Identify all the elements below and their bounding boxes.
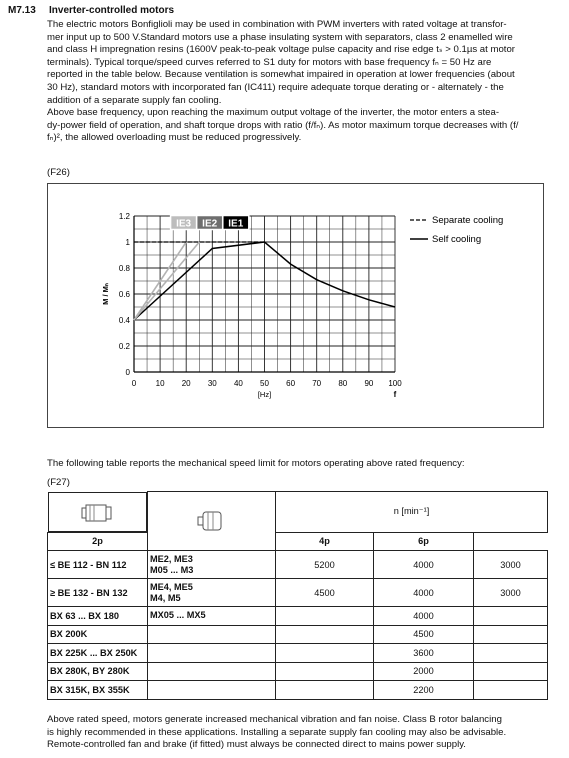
table-row <box>48 662 548 681</box>
motor-cell: BX 63 ... BX 180 <box>48 607 148 626</box>
speed-6p-cell <box>474 625 548 644</box>
type-cell <box>148 551 276 579</box>
type-cell <box>148 681 276 700</box>
motor-cell: BX 280K, BY 280K <box>48 662 148 681</box>
table-header-row <box>48 492 548 533</box>
table-row <box>48 625 548 644</box>
y-tick-label: 0.4 <box>118 316 130 325</box>
speed-6p-cell: 3000 <box>474 579 548 607</box>
section-title: Inverter-controlled motors <box>49 5 175 16</box>
type-line: M4, M5 <box>150 592 181 603</box>
motor-cell: ≤ BE 112 - BN 112 <box>48 551 148 579</box>
speed-6p-cell <box>474 607 548 626</box>
x-tick-label: 0 <box>131 379 137 388</box>
y-tick-label: 0.8 <box>118 264 130 273</box>
text-line: terminals). Typical torque/speed curves referred to S1 duty for motors with base frequency fₙ = 50 Hz are <box>47 56 492 68</box>
torque-chart-frame <box>47 183 544 428</box>
pole-6p-header: 6p <box>374 532 474 551</box>
table-row <box>48 681 548 700</box>
type-line: MX05 ... MX5 <box>150 610 206 621</box>
x-tick-label: 60 <box>286 379 296 388</box>
text-line: mer input up to 500 V.Standard motors use a phase insulating system with separators, class 2 enamelled wire <box>47 31 513 43</box>
text-line: fₙ)², the allowed overloading must be reduced progressively. <box>47 132 302 144</box>
motor-cell: BX 225K ... BX 250K <box>48 644 148 663</box>
legend-separate-cooling: Separate cooling <box>432 215 504 226</box>
pole-2p-header: 2p <box>48 532 148 551</box>
table-row <box>48 644 548 663</box>
table-intro: The following table reports the mechanical speed limit for motors operating above rated frequency: <box>47 458 465 469</box>
type-cell <box>148 607 276 626</box>
y-tick-label: 1.2 <box>118 212 130 221</box>
speed-2p-cell <box>276 607 374 626</box>
speed-4p-cell: 4000 <box>374 579 474 607</box>
speed-6p-cell: 3000 <box>474 551 548 579</box>
text-line: reported in the table below. Because ventilation is somewhat impaired in operation at lower frequencies (about <box>47 69 515 81</box>
y-tick-label: 0.2 <box>118 342 130 351</box>
y-tick-label: 0 <box>125 368 130 377</box>
table-row <box>48 607 548 626</box>
torque-speed-chart <box>48 184 545 429</box>
motor-cell: BX 200K <box>48 625 148 644</box>
speed-limit-table <box>47 491 548 700</box>
speed-6p-cell <box>474 681 548 700</box>
pole-header-row <box>48 532 548 551</box>
text-line: The electric motors Bonfiglioli may be used in combination with PWM inverters with rated voltage at transfor- <box>47 19 507 30</box>
x-tick-label: 80 <box>338 379 348 388</box>
speed-6p-cell <box>474 662 548 681</box>
speed-2p-cell <box>276 625 374 644</box>
x-tick-label: 20 <box>181 379 191 388</box>
speed-4p-cell: 4500 <box>374 625 474 644</box>
efficiency-tag-label: IE3 <box>176 218 192 230</box>
y-tick-label: 1 <box>125 238 130 247</box>
text-line: Above base frequency, upon reaching the maximum output voltage of the inverter, the motor enters a stea- <box>47 107 500 119</box>
speed-header: n [min⁻¹] <box>276 492 548 533</box>
table-row <box>48 579 548 607</box>
text-line: and class H impregnation resins (1600V peak-to-peak voltage pulse capacity and rise edge tₛ > 0.1µs at motor <box>47 44 515 56</box>
speed-4p-cell: 4000 <box>374 551 474 579</box>
type-cell <box>148 625 276 644</box>
motor-icon <box>80 498 114 526</box>
efficiency-tag-label: IE2 <box>202 218 218 230</box>
table-row <box>48 551 548 579</box>
speed-4p-cell: 2000 <box>374 662 474 681</box>
speed-2p-cell <box>276 681 374 700</box>
legend-self-cooling: Self cooling <box>432 234 482 245</box>
x-tick-label: 30 <box>207 379 217 388</box>
type-line: ME4, ME5 <box>150 581 193 592</box>
motor-icon-cell <box>48 492 148 532</box>
x-axis-symbol: f <box>393 390 397 399</box>
x-tick-label: 70 <box>312 379 322 388</box>
closing-paragraph <box>47 714 555 752</box>
speed-4p-cell: 4000 <box>374 607 474 626</box>
text-line: Remote-controlled fan and brake (if fitted) must always be connected direct to mains power supply. <box>47 739 466 751</box>
type-cell <box>148 662 276 681</box>
text-line: dy-power field of operation, and shaft torque drops with ratio (f/fₙ). As motor maximum torque decreases with (f/ <box>47 119 519 131</box>
y-axis-label: M / Mₙ <box>101 283 110 305</box>
speed-6p-cell <box>474 644 548 663</box>
type-cell <box>148 579 276 607</box>
figure-label-f26: (F26) <box>47 167 70 178</box>
speed-4p-cell: 3600 <box>374 644 474 663</box>
text-line: 30 Hz), standard motors with incorporated fan (IC411) require adequate torque derating or - alternately - the <box>47 81 504 93</box>
motor-icon <box>195 506 229 534</box>
intro-paragraph <box>47 19 555 145</box>
efficiency-tag-label: IE1 <box>228 218 244 230</box>
motor-cell: ≥ BE 132 - BN 132 <box>48 579 148 607</box>
pole-4p-header: 4p <box>276 532 374 551</box>
y-tick-label: 0.6 <box>118 290 130 299</box>
speed-2p-cell: 5200 <box>276 551 374 579</box>
type-cell <box>148 644 276 663</box>
text-line: addition of a separate supply fan cooling. <box>47 94 222 106</box>
speed-2p-cell <box>276 662 374 681</box>
section-number: M7.13 <box>8 5 36 16</box>
x-tick-label: 100 <box>388 379 402 388</box>
type-line: M05 ... M3 <box>150 564 194 575</box>
x-axis-unit: [Hz] <box>257 390 272 399</box>
x-tick-label: 10 <box>155 379 165 388</box>
figure-label-f27: (F27) <box>47 477 70 488</box>
text-line: is highly recommended in these applications. Installing a separate supply fan cooling may also be advisable. <box>47 726 507 738</box>
type-line: ME2, ME3 <box>150 553 193 564</box>
motor-icon-cell <box>148 492 276 551</box>
speed-4p-cell: 2200 <box>374 681 474 700</box>
x-tick-label: 50 <box>260 379 269 388</box>
speed-2p-cell: 4500 <box>276 579 374 607</box>
x-tick-label: 90 <box>364 379 374 388</box>
x-tick-label: 40 <box>233 379 243 388</box>
text-line: Above rated speed, motors generate increased mechanical vibration and fan noise. Class B rotor balancing <box>47 714 502 725</box>
motor-cell: BX 315K, BX 355K <box>48 681 148 700</box>
speed-2p-cell <box>276 644 374 663</box>
